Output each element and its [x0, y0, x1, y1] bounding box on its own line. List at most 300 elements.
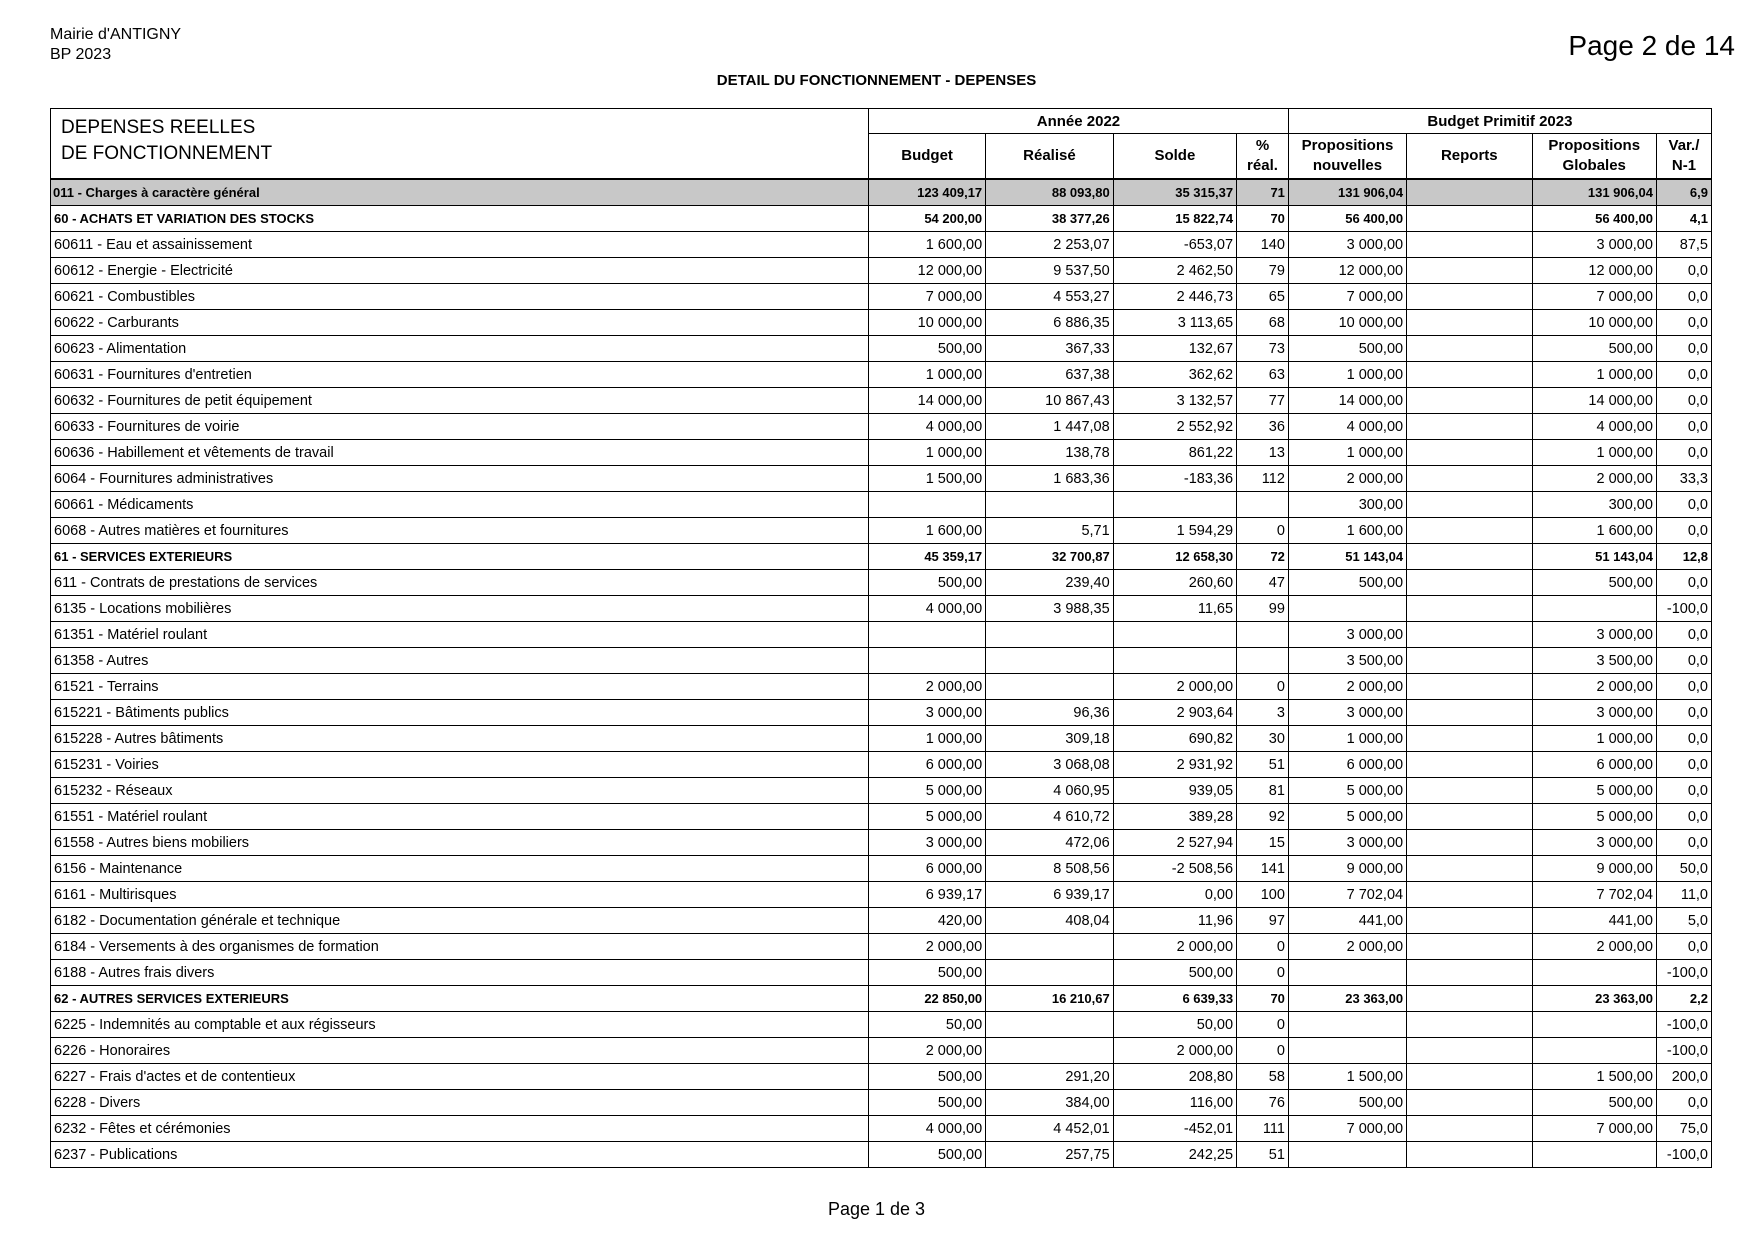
row-label: 6156 - Maintenance [51, 856, 869, 882]
cell-reports [1407, 310, 1532, 336]
table-row [51, 700, 1712, 726]
table-row [51, 804, 1712, 830]
cell-budget: 500,00 [869, 1064, 986, 1090]
cell-prop-globales: 441,00 [1532, 908, 1656, 934]
cell-pct: 3 [1237, 700, 1289, 726]
cell-solde: 389,28 [1113, 804, 1236, 830]
row-label: 60661 - Médicaments [51, 492, 869, 518]
cell-reports [1407, 1038, 1532, 1064]
cell-reports [1407, 258, 1532, 284]
cell-solde: 2 000,00 [1113, 1038, 1236, 1064]
cell-pct: 65 [1237, 284, 1289, 310]
col-header-pct-line2: réal. [1247, 157, 1278, 174]
cell-prop-nouvelles: 3 000,00 [1288, 830, 1406, 856]
cell-budget: 1 500,00 [869, 466, 986, 492]
cell-realise: 309,18 [986, 726, 1114, 752]
cell-var: 6,9 [1656, 179, 1711, 206]
cell-solde: 132,67 [1113, 336, 1236, 362]
table-row [51, 622, 1712, 648]
cell-reports [1407, 1064, 1532, 1090]
table-title [51, 109, 869, 180]
cell-pct: 51 [1237, 752, 1289, 778]
cell-budget: 2 000,00 [869, 934, 986, 960]
cell-var: 0,0 [1656, 310, 1711, 336]
cell-reports [1407, 466, 1532, 492]
cell-prop-globales [1532, 1012, 1656, 1038]
col-header-pct [1237, 134, 1289, 180]
cell-solde: 3 113,65 [1113, 310, 1236, 336]
cell-pct: 51 [1237, 1142, 1289, 1168]
row-label: 61551 - Matériel roulant [51, 804, 869, 830]
cell-prop-nouvelles: 7 000,00 [1288, 1116, 1406, 1142]
cell-prop-globales: 1 500,00 [1532, 1064, 1656, 1090]
row-label: 6188 - Autres frais divers [51, 960, 869, 986]
cell-reports [1407, 232, 1532, 258]
cell-solde: 208,80 [1113, 1064, 1236, 1090]
col-header-prop-nouvelles [1288, 134, 1406, 180]
col-header-budget: Budget [869, 134, 986, 180]
cell-realise [986, 622, 1114, 648]
cell-reports [1407, 882, 1532, 908]
cell-prop-nouvelles: 500,00 [1288, 336, 1406, 362]
cell-prop-nouvelles: 56 400,00 [1288, 206, 1406, 232]
row-label: 6064 - Fournitures administratives [51, 466, 869, 492]
table-row [51, 570, 1712, 596]
col-header-realise: Réalisé [986, 134, 1114, 180]
cell-budget: 5 000,00 [869, 804, 986, 830]
cell-prop-globales: 2 000,00 [1532, 934, 1656, 960]
cell-var: 50,0 [1656, 856, 1711, 882]
cell-budget: 12 000,00 [869, 258, 986, 284]
cell-prop-nouvelles: 5 000,00 [1288, 804, 1406, 830]
cell-prop-globales: 1 000,00 [1532, 726, 1656, 752]
cell-prop-globales: 51 143,04 [1532, 544, 1656, 570]
row-label: 6135 - Locations mobilières [51, 596, 869, 622]
cell-reports [1407, 544, 1532, 570]
cell-solde: 50,00 [1113, 1012, 1236, 1038]
row-label: 615228 - Autres bâtiments [51, 726, 869, 752]
cell-solde: 2 000,00 [1113, 674, 1236, 700]
cell-var: 0,0 [1656, 674, 1711, 700]
cell-realise: 8 508,56 [986, 856, 1114, 882]
cell-prop-globales: 131 906,04 [1532, 179, 1656, 206]
cell-solde: 2 446,73 [1113, 284, 1236, 310]
cell-pct: 0 [1237, 960, 1289, 986]
cell-pct: 13 [1237, 440, 1289, 466]
row-label: 6161 - Multirisques [51, 882, 869, 908]
cell-reports [1407, 1012, 1532, 1038]
cell-realise: 3 988,35 [986, 596, 1114, 622]
cell-realise [986, 1012, 1114, 1038]
cell-reports [1407, 518, 1532, 544]
cell-prop-globales: 10 000,00 [1532, 310, 1656, 336]
table-row [51, 648, 1712, 674]
cell-pct: 76 [1237, 1090, 1289, 1116]
cell-var: 0,0 [1656, 570, 1711, 596]
cell-solde: -183,36 [1113, 466, 1236, 492]
cell-prop-globales: 5 000,00 [1532, 778, 1656, 804]
cell-var: 0,0 [1656, 934, 1711, 960]
cell-solde: -452,01 [1113, 1116, 1236, 1142]
cell-solde: 2 931,92 [1113, 752, 1236, 778]
cell-prop-globales: 12 000,00 [1532, 258, 1656, 284]
row-label: 60631 - Fournitures d'entretien [51, 362, 869, 388]
table-row [51, 934, 1712, 960]
cell-realise: 472,06 [986, 830, 1114, 856]
cell-reports [1407, 726, 1532, 752]
row-label: 6232 - Fêtes et cérémonies [51, 1116, 869, 1142]
cell-reports [1407, 804, 1532, 830]
cell-var: 0,0 [1656, 726, 1711, 752]
col-header-pct-line1: % [1255, 137, 1270, 154]
cell-pct: 15 [1237, 830, 1289, 856]
budget-label: BP 2023 [50, 46, 112, 63]
cell-var: 0,0 [1656, 518, 1711, 544]
cell-budget: 2 000,00 [869, 1038, 986, 1064]
chapter-row [51, 179, 1712, 206]
row-label: 60612 - Energie - Electricité [51, 258, 869, 284]
cell-realise: 4 610,72 [986, 804, 1114, 830]
cell-prop-globales: 2 000,00 [1532, 466, 1656, 492]
cell-var: 11,0 [1656, 882, 1711, 908]
cell-pct: 58 [1237, 1064, 1289, 1090]
cell-reports [1407, 388, 1532, 414]
cell-prop-nouvelles: 7 702,04 [1288, 882, 1406, 908]
cell-budget: 500,00 [869, 570, 986, 596]
cell-pct: 92 [1237, 804, 1289, 830]
col-header-var-line2: N-1 [1671, 157, 1697, 174]
cell-prop-nouvelles: 3 500,00 [1288, 648, 1406, 674]
cell-budget: 10 000,00 [869, 310, 986, 336]
cell-budget: 45 359,17 [869, 544, 986, 570]
cell-prop-globales: 3 000,00 [1532, 830, 1656, 856]
cell-prop-globales: 500,00 [1532, 1090, 1656, 1116]
cell-prop-globales: 500,00 [1532, 570, 1656, 596]
cell-solde: -653,07 [1113, 232, 1236, 258]
cell-realise: 88 093,80 [986, 179, 1114, 206]
cell-realise [986, 674, 1114, 700]
cell-budget: 6 000,00 [869, 856, 986, 882]
cell-pct: 99 [1237, 596, 1289, 622]
cell-pct: 97 [1237, 908, 1289, 934]
table-row [51, 752, 1712, 778]
cell-budget: 420,00 [869, 908, 986, 934]
cell-realise [986, 492, 1114, 518]
cell-prop-nouvelles: 1 000,00 [1288, 440, 1406, 466]
cell-realise [986, 960, 1114, 986]
cell-solde: 500,00 [1113, 960, 1236, 986]
cell-pct: 70 [1237, 986, 1289, 1012]
cell-prop-globales: 7 000,00 [1532, 1116, 1656, 1142]
cell-pct: 70 [1237, 206, 1289, 232]
cell-var: 0,0 [1656, 752, 1711, 778]
cell-pct: 77 [1237, 388, 1289, 414]
table-row [51, 466, 1712, 492]
table-row [51, 1116, 1712, 1142]
cell-reports [1407, 570, 1532, 596]
cell-realise: 384,00 [986, 1090, 1114, 1116]
row-label: 615231 - Voiries [51, 752, 869, 778]
cell-pct: 111 [1237, 1116, 1289, 1142]
footer-page-number: Page 1 de 3 [827, 1199, 926, 1219]
table-row [51, 284, 1712, 310]
cell-budget: 22 850,00 [869, 986, 986, 1012]
row-label: 61 - SERVICES EXTERIEURS [51, 544, 869, 570]
cell-reports [1407, 934, 1532, 960]
cell-realise: 6 939,17 [986, 882, 1114, 908]
table-row [51, 960, 1712, 986]
row-label: 61558 - Autres biens mobiliers [51, 830, 869, 856]
cell-var: 0,0 [1656, 336, 1711, 362]
col-header-solde: Solde [1113, 134, 1236, 180]
cell-prop-nouvelles: 500,00 [1288, 570, 1406, 596]
cell-reports [1407, 648, 1532, 674]
cell-realise: 32 700,87 [986, 544, 1114, 570]
row-label: 61521 - Terrains [51, 674, 869, 700]
cell-budget: 1 600,00 [869, 518, 986, 544]
col-header-prop-nouvelles-line1: Propositions [1301, 137, 1394, 154]
cell-pct: 0 [1237, 518, 1289, 544]
cell-realise: 637,38 [986, 362, 1114, 388]
cell-prop-nouvelles: 3 000,00 [1288, 232, 1406, 258]
group-header-2022: Année 2022 [869, 109, 1289, 134]
cell-solde: 3 132,57 [1113, 388, 1236, 414]
cell-realise: 10 867,43 [986, 388, 1114, 414]
cell-reports [1407, 752, 1532, 778]
cell-prop-nouvelles: 3 000,00 [1288, 700, 1406, 726]
cell-prop-globales [1532, 596, 1656, 622]
cell-realise: 16 210,67 [986, 986, 1114, 1012]
cell-realise: 1 447,08 [986, 414, 1114, 440]
col-header-prop-globales [1532, 134, 1656, 180]
cell-solde [1113, 622, 1236, 648]
cell-solde [1113, 492, 1236, 518]
cell-prop-nouvelles: 12 000,00 [1288, 258, 1406, 284]
cell-var: 4,1 [1656, 206, 1711, 232]
row-label: 6228 - Divers [51, 1090, 869, 1116]
cell-prop-globales: 7 702,04 [1532, 882, 1656, 908]
cell-realise: 4 060,95 [986, 778, 1114, 804]
cell-budget: 7 000,00 [869, 284, 986, 310]
cell-solde: 116,00 [1113, 1090, 1236, 1116]
cell-realise: 4 452,01 [986, 1116, 1114, 1142]
cell-prop-nouvelles [1288, 1038, 1406, 1064]
table-row [51, 1142, 1712, 1168]
table-row [51, 518, 1712, 544]
cell-reports [1407, 284, 1532, 310]
cell-solde: 2 552,92 [1113, 414, 1236, 440]
cell-budget: 500,00 [869, 1142, 986, 1168]
cell-budget: 14 000,00 [869, 388, 986, 414]
cell-prop-globales: 3 000,00 [1532, 232, 1656, 258]
cell-prop-globales: 1 000,00 [1532, 440, 1656, 466]
cell-pct: 71 [1237, 179, 1289, 206]
cell-realise: 4 553,27 [986, 284, 1114, 310]
row-label: 60622 - Carburants [51, 310, 869, 336]
cell-pct: 0 [1237, 674, 1289, 700]
cell-solde: 2 462,50 [1113, 258, 1236, 284]
cell-budget [869, 492, 986, 518]
cell-prop-globales: 5 000,00 [1532, 804, 1656, 830]
table-row [51, 1090, 1712, 1116]
cell-budget: 6 000,00 [869, 752, 986, 778]
cell-realise: 291,20 [986, 1064, 1114, 1090]
cell-var: 87,5 [1656, 232, 1711, 258]
table-row [51, 1012, 1712, 1038]
cell-var: 0,0 [1656, 414, 1711, 440]
cell-pct: 36 [1237, 414, 1289, 440]
cell-solde: 15 822,74 [1113, 206, 1236, 232]
col-header-prop-nouvelles-line2: nouvelles [1312, 157, 1383, 174]
row-label: 6226 - Honoraires [51, 1038, 869, 1064]
table-row [51, 414, 1712, 440]
cell-pct: 100 [1237, 882, 1289, 908]
cell-pct [1237, 648, 1289, 674]
cell-budget: 3 000,00 [869, 830, 986, 856]
cell-reports [1407, 960, 1532, 986]
cell-prop-globales [1532, 1038, 1656, 1064]
table-row [51, 882, 1712, 908]
cell-prop-globales: 3 000,00 [1532, 700, 1656, 726]
table-row [51, 1064, 1712, 1090]
cell-var: 0,0 [1656, 258, 1711, 284]
cell-budget: 4 000,00 [869, 1116, 986, 1142]
cell-budget: 2 000,00 [869, 674, 986, 700]
cell-prop-nouvelles: 6 000,00 [1288, 752, 1406, 778]
document-header [50, 25, 181, 65]
cell-solde: 362,62 [1113, 362, 1236, 388]
cell-prop-globales: 4 000,00 [1532, 414, 1656, 440]
cell-solde: 11,65 [1113, 596, 1236, 622]
cell-prop-nouvelles: 3 000,00 [1288, 622, 1406, 648]
cell-prop-globales: 7 000,00 [1532, 284, 1656, 310]
group-row [51, 206, 1712, 232]
table-row [51, 726, 1712, 752]
cell-reports [1407, 856, 1532, 882]
cell-prop-globales: 1 600,00 [1532, 518, 1656, 544]
row-label: 60633 - Fournitures de voirie [51, 414, 869, 440]
cell-prop-globales: 1 000,00 [1532, 362, 1656, 388]
table-row [51, 310, 1712, 336]
cell-prop-nouvelles [1288, 596, 1406, 622]
col-header-prop-globales-line1: Propositions [1548, 137, 1641, 154]
cell-pct: 79 [1237, 258, 1289, 284]
cell-var: 0,0 [1656, 622, 1711, 648]
cell-var: 0,0 [1656, 778, 1711, 804]
row-label: 6182 - Documentation générale et technique [51, 908, 869, 934]
cell-realise: 2 253,07 [986, 232, 1114, 258]
table-row [51, 258, 1712, 284]
cell-var: -100,0 [1656, 1142, 1711, 1168]
cell-prop-globales [1532, 1142, 1656, 1168]
cell-prop-nouvelles: 10 000,00 [1288, 310, 1406, 336]
cell-budget: 1 600,00 [869, 232, 986, 258]
cell-realise: 6 886,35 [986, 310, 1114, 336]
cell-solde: 35 315,37 [1113, 179, 1236, 206]
cell-reports [1407, 830, 1532, 856]
cell-realise: 239,40 [986, 570, 1114, 596]
cell-prop-globales: 300,00 [1532, 492, 1656, 518]
cell-reports [1407, 206, 1532, 232]
cell-reports [1407, 1090, 1532, 1116]
cell-realise: 257,75 [986, 1142, 1114, 1168]
cell-solde: -2 508,56 [1113, 856, 1236, 882]
cell-realise [986, 934, 1114, 960]
row-label: 011 - Charges à caractère général [51, 179, 869, 206]
cell-var: 12,8 [1656, 544, 1711, 570]
cell-prop-nouvelles: 9 000,00 [1288, 856, 1406, 882]
table-row [51, 674, 1712, 700]
cell-solde: 0,00 [1113, 882, 1236, 908]
cell-prop-globales: 23 363,00 [1532, 986, 1656, 1012]
cell-realise [986, 648, 1114, 674]
cell-prop-globales: 2 000,00 [1532, 674, 1656, 700]
cell-var: 200,0 [1656, 1064, 1711, 1090]
cell-pct: 81 [1237, 778, 1289, 804]
cell-solde: 11,96 [1113, 908, 1236, 934]
cell-solde: 2 903,64 [1113, 700, 1236, 726]
cell-var: 5,0 [1656, 908, 1711, 934]
cell-solde: 690,82 [1113, 726, 1236, 752]
expenses-table [50, 108, 1712, 1168]
table-row [51, 596, 1712, 622]
cell-solde: 861,22 [1113, 440, 1236, 466]
cell-reports [1407, 596, 1532, 622]
cell-realise: 5,71 [986, 518, 1114, 544]
cell-var: 0,0 [1656, 648, 1711, 674]
cell-pct: 30 [1237, 726, 1289, 752]
table-row [51, 388, 1712, 414]
cell-var: 0,0 [1656, 1090, 1711, 1116]
cell-prop-nouvelles: 1 000,00 [1288, 362, 1406, 388]
col-header-prop-globales-line2: Globales [1562, 157, 1626, 174]
group-row [51, 544, 1712, 570]
cell-pct: 47 [1237, 570, 1289, 596]
cell-var: -100,0 [1656, 960, 1711, 986]
cell-prop-nouvelles: 441,00 [1288, 908, 1406, 934]
col-header-var [1656, 134, 1711, 180]
row-label: 6184 - Versements à des organismes de formation [51, 934, 869, 960]
table-row [51, 830, 1712, 856]
cell-var: 0,0 [1656, 440, 1711, 466]
org-name: Mairie d'ANTIGNY [50, 26, 182, 43]
row-label: 62 - AUTRES SERVICES EXTERIEURS [51, 986, 869, 1012]
cell-prop-globales: 14 000,00 [1532, 388, 1656, 414]
cell-prop-globales: 9 000,00 [1532, 856, 1656, 882]
cell-prop-nouvelles: 300,00 [1288, 492, 1406, 518]
cell-reports [1407, 674, 1532, 700]
cell-budget [869, 648, 986, 674]
cell-realise [986, 1038, 1114, 1064]
cell-var: 0,0 [1656, 362, 1711, 388]
cell-budget: 1 000,00 [869, 440, 986, 466]
cell-budget: 1 000,00 [869, 726, 986, 752]
cell-budget [869, 622, 986, 648]
cell-pct: 72 [1237, 544, 1289, 570]
cell-pct: 0 [1237, 934, 1289, 960]
group-row [51, 986, 1712, 1012]
cell-budget: 500,00 [869, 336, 986, 362]
cell-prop-nouvelles: 2 000,00 [1288, 466, 1406, 492]
cell-var: 0,0 [1656, 492, 1711, 518]
cell-var: 0,0 [1656, 830, 1711, 856]
cell-prop-globales: 6 000,00 [1532, 752, 1656, 778]
cell-budget: 500,00 [869, 960, 986, 986]
group-header-bp2023: Budget Primitif 2023 [1288, 109, 1711, 134]
cell-prop-nouvelles: 2 000,00 [1288, 674, 1406, 700]
cell-prop-nouvelles [1288, 1142, 1406, 1168]
table-row [51, 440, 1712, 466]
